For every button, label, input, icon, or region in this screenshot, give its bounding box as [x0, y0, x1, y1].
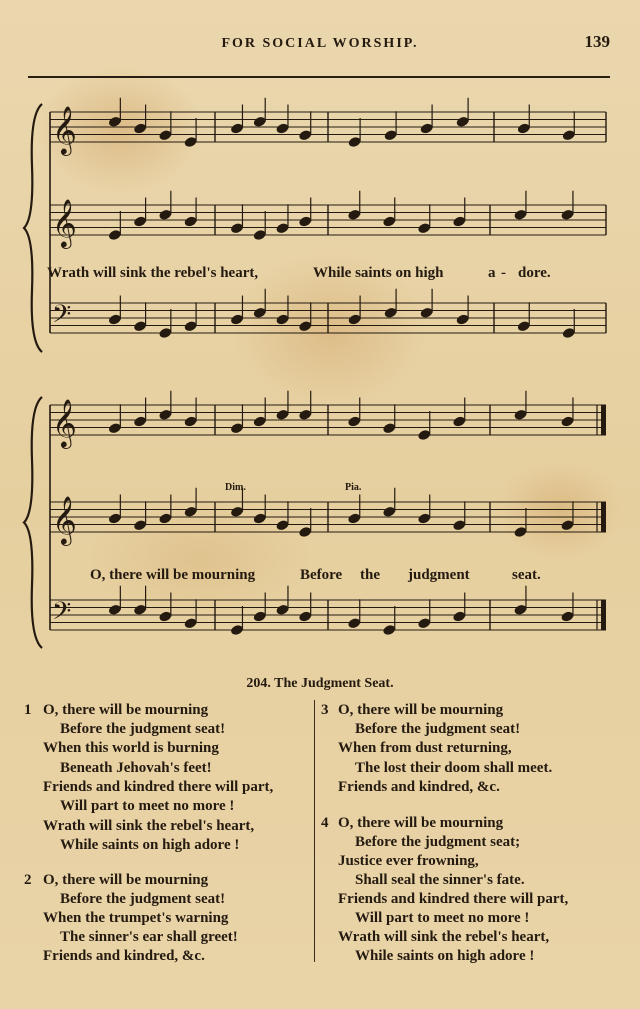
- treble-clef: 𝄞: [52, 398, 77, 447]
- dynamic-dim: Dim.: [225, 482, 246, 493]
- lyric-system2-part5: seat.: [512, 567, 541, 583]
- verse-line: When from dust returning,: [338, 740, 512, 756]
- verse-line: Before the judgment seat!: [60, 721, 226, 737]
- verse-line: Friends and kindred there will part,: [338, 891, 569, 907]
- verse-line: O, there will be mourning: [338, 702, 504, 718]
- verse-line: Friends and kindred, &c.: [338, 779, 500, 795]
- verse-line: Justice ever frowning,: [338, 853, 479, 869]
- final-bar-thick: [601, 502, 606, 532]
- stanza-number: 1: [24, 702, 32, 718]
- verse-line: Before the judgment seat!: [355, 721, 521, 737]
- stanza-number: 3: [321, 702, 329, 718]
- lyric-system1-part3: a: [488, 265, 496, 281]
- system-brace: [24, 397, 42, 648]
- verse-line: Friends and kindred, &c.: [43, 948, 205, 964]
- bass-clef: 𝄢: [52, 300, 72, 335]
- running-title: FOR SOCIAL WORSHIP.: [221, 36, 419, 51]
- verse-line: O, there will be mourning: [43, 702, 209, 718]
- verse-line: When this world is burning: [43, 740, 219, 756]
- verse-line: Wrath will sink the rebel's heart,: [43, 818, 255, 834]
- treble-clef: 𝄞: [52, 495, 77, 544]
- verse-line: Shall seal the sinner's fate.: [355, 872, 525, 888]
- hymn-title: 204. The Judgment Seat.: [246, 676, 394, 691]
- verse-line: Will part to meet no more !: [60, 798, 235, 814]
- stanza-number: 4: [321, 815, 329, 831]
- lyric-system1-part2: While saints on high: [313, 265, 444, 281]
- page-number: 139: [584, 32, 610, 51]
- lyric-system1-part1: Wrath will sink the rebel's heart,: [47, 265, 259, 281]
- treble-clef: 𝄞: [52, 198, 77, 247]
- system-brace: [24, 104, 42, 352]
- final-bar-thick: [601, 600, 606, 630]
- verse-line: The sinner's ear shall greet!: [60, 929, 238, 945]
- verse-line: O, there will be mourning: [43, 872, 209, 888]
- lyric-system2-part3: the: [360, 567, 380, 583]
- verse-line: Wrath will sink the rebel's heart,: [338, 929, 550, 945]
- verse-line: Friends and kindred there will part,: [43, 779, 274, 795]
- treble-clef: 𝄞: [52, 105, 77, 154]
- final-bar-thick: [601, 405, 606, 435]
- lyric-system2-part4: judgment: [408, 567, 470, 583]
- dynamic-pia: Pia.: [345, 482, 362, 493]
- column-divider: [314, 700, 315, 962]
- verse-line: Before the judgment seat!: [60, 891, 226, 907]
- verse-line: Beneath Jehovah's feet!: [60, 760, 212, 776]
- score-staves: [24, 98, 606, 648]
- verse-line: While saints on high adore !: [60, 837, 240, 853]
- verse-line: When the trumpet's warning: [43, 910, 229, 926]
- lyric-system1-part5: dore.: [518, 265, 551, 281]
- verse-line: O, there will be mourning: [338, 815, 504, 831]
- lyric-system1-part4: -: [501, 265, 506, 281]
- lyric-system2-part2: Before: [300, 567, 343, 583]
- verse-line: Before the judgment seat;: [355, 834, 521, 850]
- verse-line: While saints on high adore !: [355, 948, 535, 964]
- verse-line: The lost their doom shall meet.: [355, 760, 553, 776]
- lyric-system2-part1: O, there will be mourning: [90, 567, 256, 583]
- stanza-number: 2: [24, 872, 32, 888]
- verse-line: Will part to meet no more !: [355, 910, 530, 926]
- bass-clef: 𝄢: [52, 597, 72, 632]
